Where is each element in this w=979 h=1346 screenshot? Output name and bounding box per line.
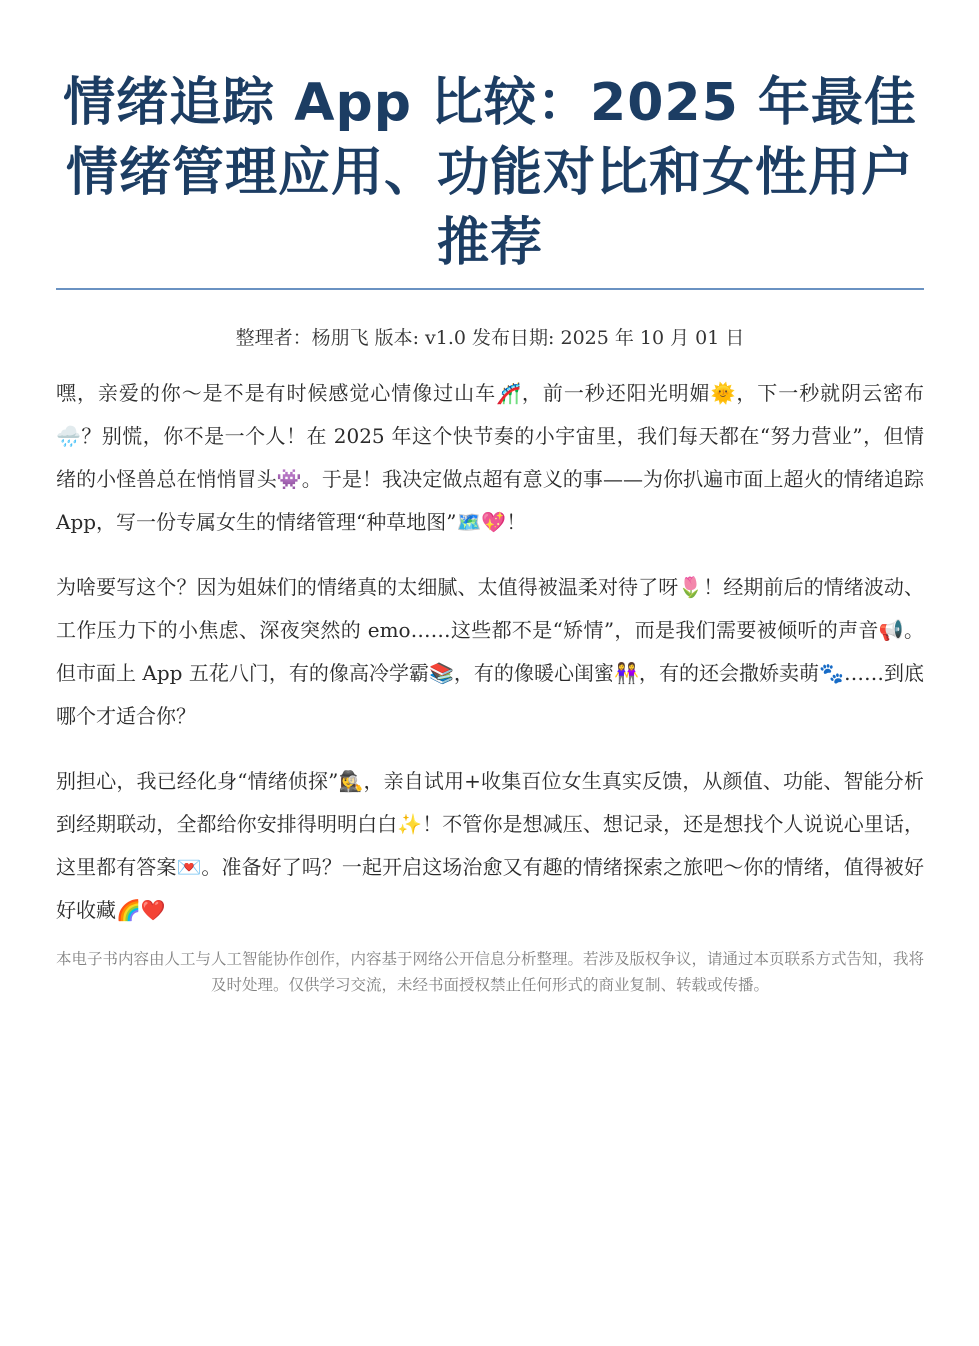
document-meta: 整理者：杨朋飞 版本: v1.0 发布日期: 2025 年 10 月 01 日 (235, 327, 745, 349)
intro-paragraph-1: 嘿，亲爱的你～是不是有时候感觉心情像过山车🎢，前一秒还阳光明媚🌞，下一秒就阴云密布🌧️？别慌，你不是一个人！在 2025 年这个快节奏的小宇宙里，我们每天都在“努力营业”，但情绪的小怪兽总在悄悄冒头👾。于是！我决定做点超有意义的事——为你扒遍市面上超火的情绪追踪 App，写一份专属女生的情绪管理“种草地图”🗺️💖！ (56, 381, 924, 534)
title-divider (56, 288, 924, 290)
copyright-notice: 本电子书内容由人工与人工智能协作创作，内容基于网络公开信息分析整理。若涉及版权争议，请通过本页联系方式告知，我将及时处理。仅供学习交流，未经书面授权禁止任何形式的商业复制、转载或传播。 (56, 950, 925, 994)
intro-paragraph-3: 别担心，我已经化身“情绪侦探”🕵️‍♀️，亲自试用+收集百位女生真实反馈，从颜值、功能、智能分析到经期联动，全都给你安排得明明白白✨！不管你是想减压、想记录，还是想找个人说说心里话，这里都有答案💌。准备好了吗？一起开启这场治愈又有趣的情绪探索之旅吧～你的情绪，值得被好好收藏🌈❤️ (56, 769, 924, 922)
page-title: 情绪追踪 App 比较：2025 年最佳情绪管理应用、功能对比和女性用户推荐 (63, 73, 917, 273)
intro-paragraph-2: 为啥要写这个？因为姐妹们的情绪真的太细腻、太值得被温柔对待了呀🌷！经期前后的情绪波动、工作压力下的小焦虑、深夜突然的 emo……这些都不是“矫情”，而是我们需要被倾听的声音📢。但市面上 App 五花八门，有的像高冷学霸📚，有的像暖心闺蜜👭，有的还会撒娇卖萌🐾……到底哪个才适合你？ (56, 575, 924, 728)
document-page (56, 68, 924, 998)
